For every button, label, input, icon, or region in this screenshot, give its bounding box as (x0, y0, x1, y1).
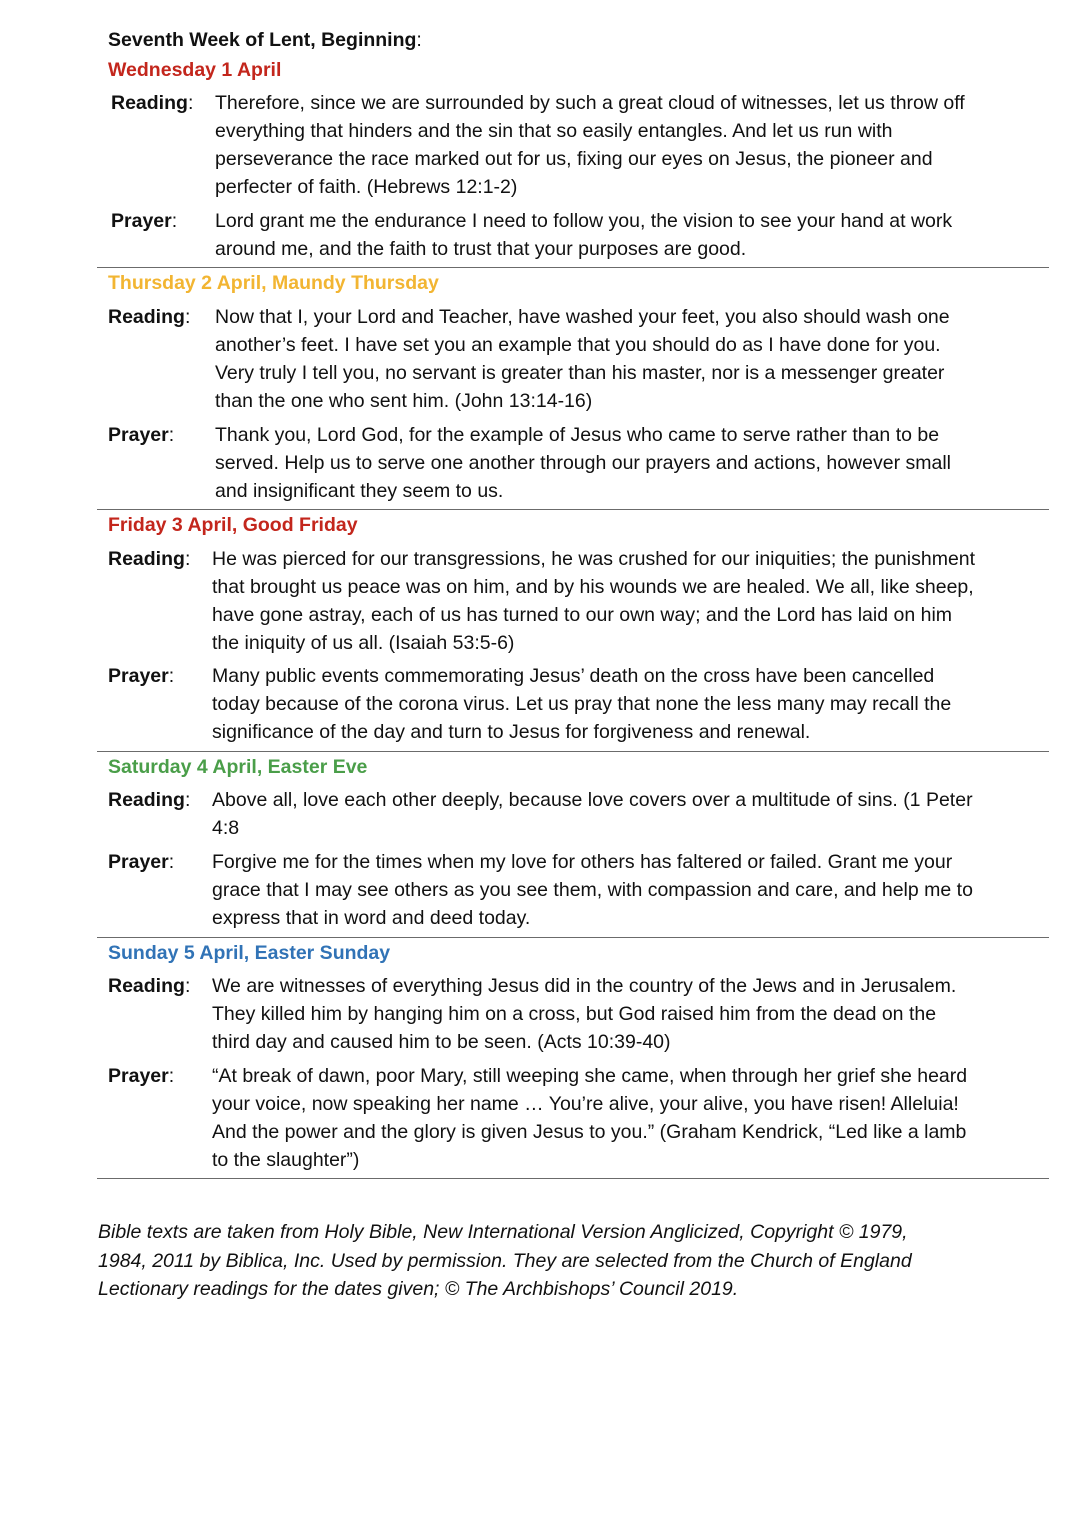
copyright-footer (98, 1218, 912, 1304)
reading-label-colon: : (184, 548, 191, 570)
prayer-label-text: Prayer (108, 851, 169, 873)
prayer-label (108, 662, 174, 690)
prayer-line: And the power and the glory is given Jesus to you.” (Graham Kendrick, “Led like a lamb (212, 1121, 967, 1143)
reading-label-colon: : (184, 306, 191, 328)
section-divider (97, 751, 1049, 752)
reading-label (108, 303, 190, 331)
prayer-text (215, 207, 952, 263)
reading-line: than the one who sent him. (John 13:14-16) (215, 390, 593, 412)
prayer-label (108, 848, 174, 876)
reading-line: Now that I, your Lord and Teacher, have washed your feet, you also should wash one (215, 306, 950, 328)
day-heading: Wednesday 1 April (108, 59, 282, 81)
prayer-line: Thank you, Lord God, for the example of Jesus who came to serve rather than to be (215, 424, 940, 446)
prayer-label-colon: : (168, 1065, 175, 1087)
week-title-text: Seventh Week of Lent, Beginning (108, 29, 417, 51)
prayer-text (212, 1062, 967, 1174)
prayer-line: Many public events commemorating Jesus’ death on the cross have been cancelled (212, 665, 935, 687)
reading-label (108, 545, 190, 573)
prayer-text (212, 662, 951, 746)
reading-label (108, 786, 190, 814)
prayer-line: grace that I may see others as you see them, with compassion and care, and help me to (212, 879, 973, 901)
reading-line: everything that hinders and the sin that so easily entangles. And let us run with (215, 120, 893, 142)
prayer-label-text: Prayer (111, 210, 172, 232)
reading-label (111, 89, 193, 117)
day-heading: Sunday 5 April, Easter Sunday (108, 942, 391, 964)
reading-line: He was pierced for our transgressions, he was crushed for our iniquities; the punishment (212, 548, 976, 570)
reading-label-colon: : (187, 92, 194, 114)
reading-text (215, 303, 950, 415)
prayer-line: “At break of dawn, poor Mary, still weeping she came, when through her grief she heard (212, 1065, 968, 1087)
reading-text (212, 545, 975, 657)
day-heading: Saturday 4 April, Easter Eve (108, 756, 368, 778)
prayer-line: around me, and the faith to trust that your purposes are good. (215, 238, 747, 260)
prayer-label-text: Prayer (108, 424, 169, 446)
reading-label-text: Reading (108, 789, 185, 811)
reading-line: another’s feet. I have set you an example that you should do as I have done for you. (215, 334, 941, 356)
prayer-line: express that in word and deed today. (212, 907, 531, 929)
reading-line: that brought us peace was on him, and by his wounds we are healed. We all, like sheep, (212, 576, 974, 598)
reading-label-text: Reading (111, 92, 188, 114)
prayer-label-colon: : (168, 424, 175, 446)
day-heading: Friday 3 April, Good Friday (108, 514, 358, 536)
reading-text (212, 786, 973, 842)
prayer-line: significance of the day and turn to Jesus for forgiveness and renewal. (212, 721, 811, 743)
prayer-label-colon: : (171, 210, 178, 232)
reading-text (212, 972, 956, 1056)
footer-line: Bible texts are taken from Holy Bible, New International Version Anglicized, Copyright © 1979, (98, 1221, 908, 1243)
prayer-label-text: Prayer (108, 665, 169, 687)
prayer-line: and insignificant they seem to us. (215, 480, 504, 502)
prayer-label-colon: : (168, 851, 175, 873)
reading-line: 4:8 (212, 817, 240, 839)
footer-line: Lectionary readings for the dates given; © The Archbishops’ Council 2019. (98, 1278, 739, 1300)
reading-label-colon: : (184, 975, 191, 997)
reading-label (108, 972, 190, 1000)
reading-line: They killed him by hanging him on a cross, but God raised him from the dead on the (212, 1003, 937, 1025)
section-divider (97, 937, 1049, 938)
section-divider (97, 509, 1049, 510)
prayer-label (108, 1062, 174, 1090)
prayer-line: your voice, now speaking her name … You’re alive, your alive, you have risen! Alleluia! (212, 1093, 959, 1115)
reading-line: Above all, love each other deeply, because love covers over a multitude of sins. (1 Peter (212, 789, 973, 811)
reading-line: Very truly I tell you, no servant is greater than his master, nor is a messenger greater (215, 362, 945, 384)
reading-line: perfecter of faith. (Hebrews 12:1-2) (215, 176, 518, 198)
prayer-line: served. Help us to serve one another through our prayers and actions, however small (215, 452, 951, 474)
prayer-line: today because of the corona virus. Let us pray that none the less many may recall the (212, 693, 952, 715)
section-divider (97, 267, 1049, 268)
prayer-text (215, 421, 951, 505)
reading-line: We are witnesses of everything Jesus did in the country of the Jews and in Jerusalem. (212, 975, 957, 997)
week-title (108, 29, 422, 52)
reading-line: the iniquity of us all. (Isaiah 53:5-6) (212, 632, 515, 654)
prayer-line: to the slaughter”) (212, 1149, 360, 1171)
prayer-line: Lord grant me the endurance I need to follow you, the vision to see your hand at work (215, 210, 953, 232)
reading-label-colon: : (184, 789, 191, 811)
reading-text (215, 89, 965, 201)
footer-line: 1984, 2011 by Biblica, Inc. Used by permission. They are selected from the Church of England (98, 1249, 912, 1272)
reading-line: third day and caused him to be seen. (Acts 10:39-40) (212, 1031, 671, 1053)
prayer-label-text: Prayer (108, 1065, 169, 1087)
prayer-label-colon: : (168, 665, 175, 687)
reading-label-text: Reading (108, 306, 185, 328)
reading-line: perseverance the race marked out for us, fixing our eyes on Jesus, the pioneer and (215, 148, 933, 170)
prayer-label (111, 207, 177, 235)
section-divider (97, 1178, 1049, 1179)
week-title-colon: : (416, 29, 422, 51)
prayer-label (108, 421, 174, 449)
reading-line: Therefore, since we are surrounded by such a great cloud of witnesses, let us throw off (215, 92, 965, 114)
prayer-line: Forgive me for the times when my love for others has faltered or failed. Grant me your (212, 851, 953, 873)
reading-label-text: Reading (108, 548, 185, 570)
reading-label-text: Reading (108, 975, 185, 997)
reading-line: have gone astray, each of us has turned to our own way; and the Lord has laid on him (212, 604, 953, 626)
day-heading: Thursday 2 April, Maundy Thursday (108, 272, 439, 294)
prayer-text (212, 848, 973, 932)
